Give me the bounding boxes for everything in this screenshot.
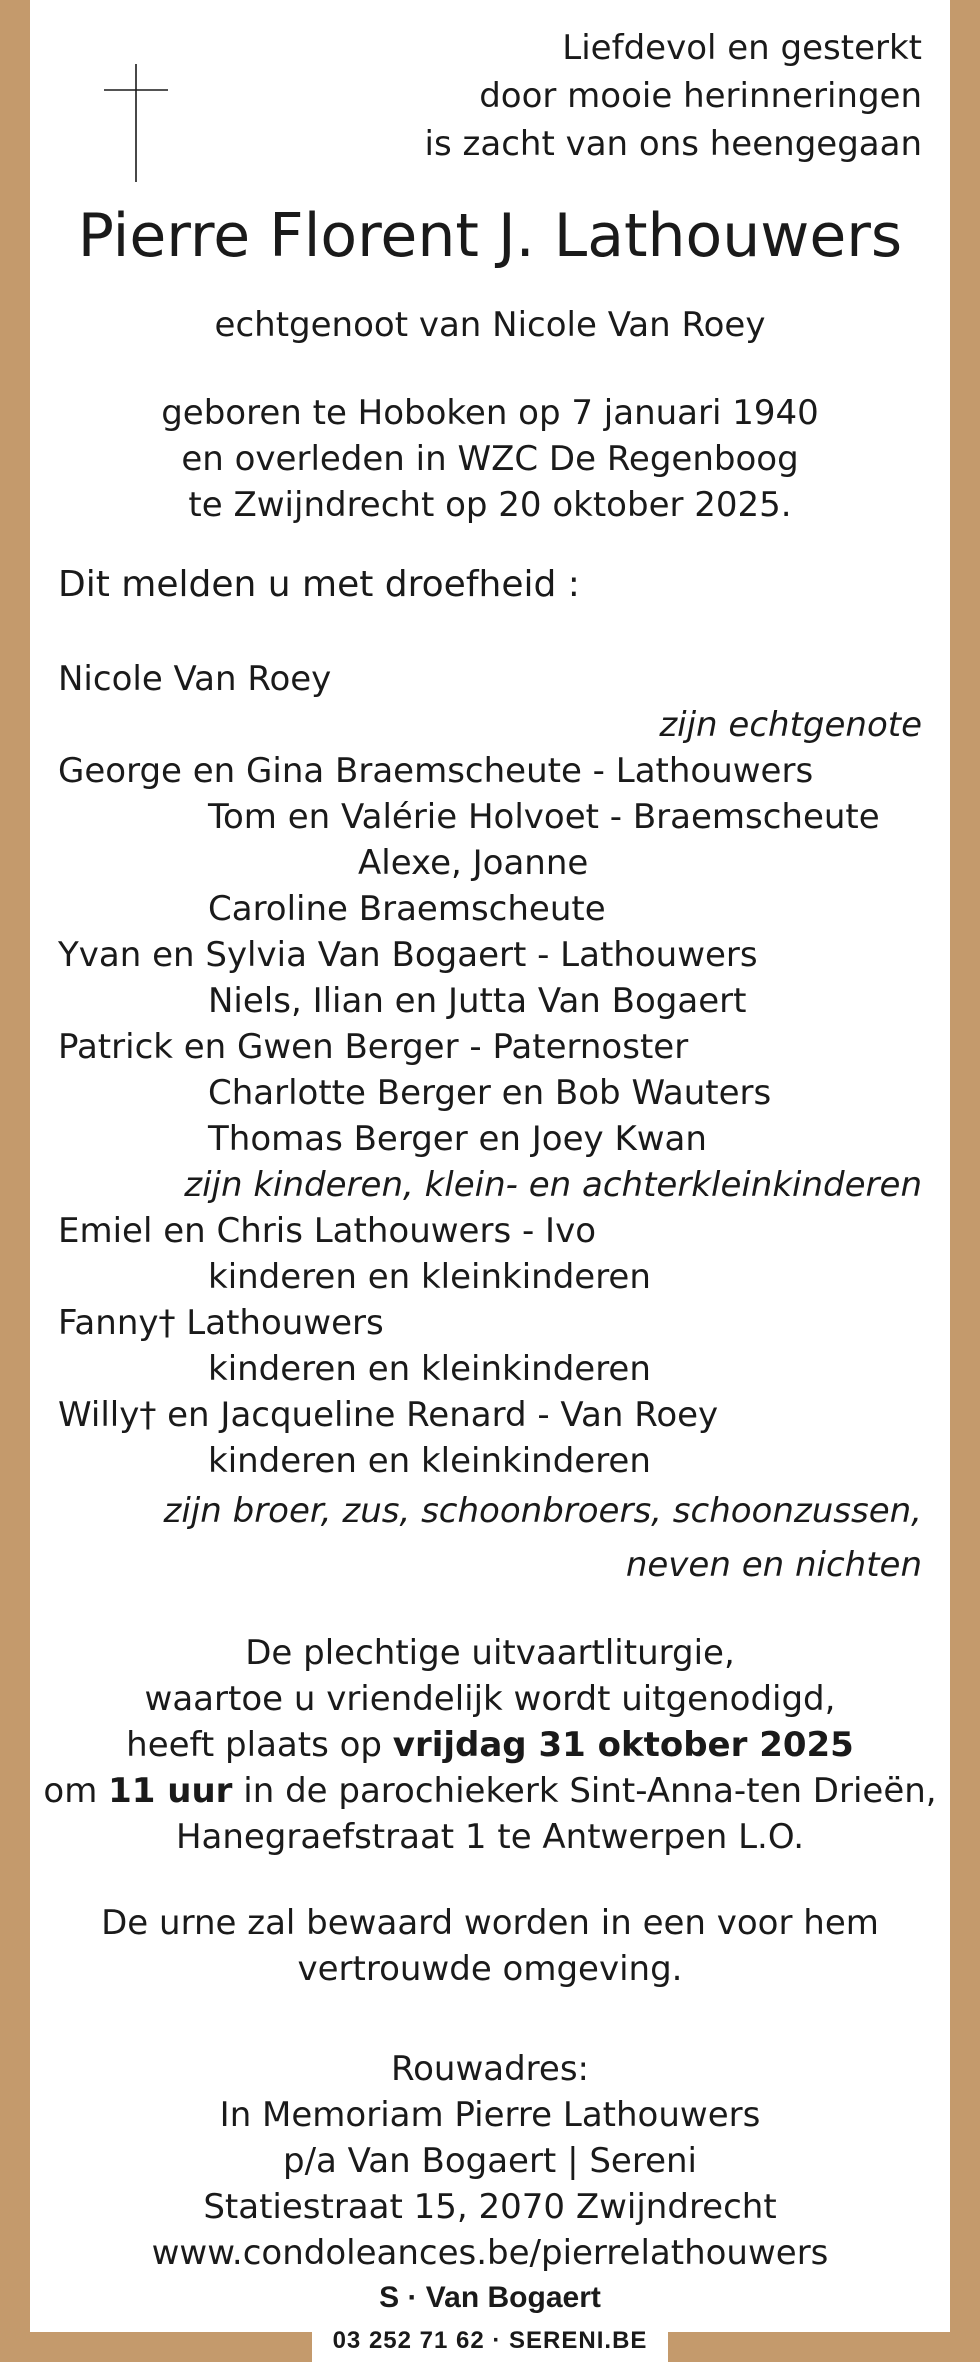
family-role: zijn broer, zus, schoonbroers, schoonzussen, bbox=[163, 1491, 922, 1531]
birth-death-line: geboren te Hoboken op 7 januari 1940 bbox=[161, 393, 819, 433]
family-member: George en Gina Braemscheute - Lathouwers bbox=[58, 751, 814, 791]
family-member: Patrick en Gwen Berger - Paternoster bbox=[58, 1027, 689, 1067]
family-member: kinderen en kleinkinderen bbox=[208, 1441, 651, 1481]
deceased-name: Pierre Florent J. Lathouwers bbox=[77, 201, 903, 271]
family-role: zijn echtgenote bbox=[659, 705, 922, 745]
address-line: p/a Van Bogaert | Sereni bbox=[283, 2141, 697, 2181]
family-member: Nicole Van Roey bbox=[58, 659, 332, 699]
urn-line: De urne zal bewaard worden in een voor hem bbox=[101, 1903, 879, 1943]
birth-death-line: te Zwijndrecht op 20 oktober 2025. bbox=[188, 485, 792, 525]
family-member: Thomas Berger en Joey Kwan bbox=[208, 1119, 707, 1159]
family-member: Tom en Valérie Holvoet - Braemscheute bbox=[208, 797, 880, 837]
funeral-line bbox=[30, 1768, 950, 1814]
family-role: neven en nichten bbox=[625, 1545, 922, 1585]
death-notice bbox=[30, 0, 950, 2332]
urn-info bbox=[30, 1900, 950, 1992]
family-member: kinderen en kleinkinderen bbox=[208, 1257, 651, 1297]
address-line: In Memoriam Pierre Lathouwers bbox=[219, 2095, 761, 2135]
address-line: Rouwadres: bbox=[391, 2049, 589, 2089]
funeral-home-contact: 03 252 71 62 · SERENI.BE bbox=[312, 2320, 668, 2362]
family-member: Emiel en Chris Lathouwers - Ivo bbox=[58, 1211, 596, 1251]
funeral-home-logo: S · Van Bogaert bbox=[379, 2281, 601, 2314]
intro-line: door mooie herinneringen bbox=[479, 76, 922, 116]
funeral-line: Hanegraefstraat 1 te Antwerpen L.O. bbox=[175, 1817, 805, 1857]
intro-text bbox=[425, 24, 922, 168]
cross-icon bbox=[104, 64, 168, 182]
family-member: kinderen en kleinkinderen bbox=[208, 1349, 651, 1389]
funeral-line: waartoe u vriendelijk wordt uitgenodigd, bbox=[144, 1679, 836, 1719]
spouse-of: echtgenoot van Nicole Van Roey bbox=[214, 305, 766, 345]
funeral-date: vrijdag 31 oktober 2025 bbox=[392, 1725, 854, 1765]
funeral-time: 11 uur bbox=[108, 1771, 233, 1811]
family-role: zijn kinderen, klein- en achterkleinkinderen bbox=[184, 1165, 922, 1205]
mourning-address bbox=[30, 2046, 950, 2276]
intro-line: Liefdevol en gesterkt bbox=[562, 28, 922, 68]
funeral-text: in de parochiekerk Sint-Anna-ten Drieën, bbox=[232, 1771, 937, 1811]
family-member: Yvan en Sylvia Van Bogaert - Lathouwers bbox=[58, 935, 758, 975]
family-member: Niels, Ilian en Jutta Van Bogaert bbox=[208, 981, 747, 1021]
announcement: Dit melden u met droefheid : bbox=[58, 564, 580, 605]
family-member: Alexe, Joanne bbox=[358, 843, 589, 883]
condolence-url[interactable]: www.condoleances.be/pierrelathouwers bbox=[151, 2233, 829, 2273]
urn-line: vertrouwde omgeving. bbox=[297, 1949, 683, 1989]
funeral-line bbox=[30, 1722, 950, 1768]
family-member: Caroline Braemscheute bbox=[208, 889, 606, 929]
birth-death-line: en overleden in WZC De Regenboog bbox=[181, 439, 799, 479]
family-list bbox=[58, 656, 922, 1592]
funeral-text: heeft plaats op bbox=[126, 1725, 393, 1765]
birth-death-info bbox=[30, 390, 950, 528]
family-member: Fanny† Lathouwers bbox=[58, 1303, 384, 1343]
family-member: Willy† en Jacqueline Renard - Van Roey bbox=[58, 1395, 719, 1435]
family-member: Charlotte Berger en Bob Wauters bbox=[208, 1073, 772, 1113]
funeral-text: om bbox=[43, 1771, 109, 1811]
intro-line: is zacht van ons heengegaan bbox=[424, 124, 922, 164]
funeral-info bbox=[30, 1630, 950, 1860]
address-line: Statiestraat 15, 2070 Zwijndrecht bbox=[203, 2187, 777, 2227]
funeral-line: De plechtige uitvaartliturgie, bbox=[245, 1633, 735, 1673]
